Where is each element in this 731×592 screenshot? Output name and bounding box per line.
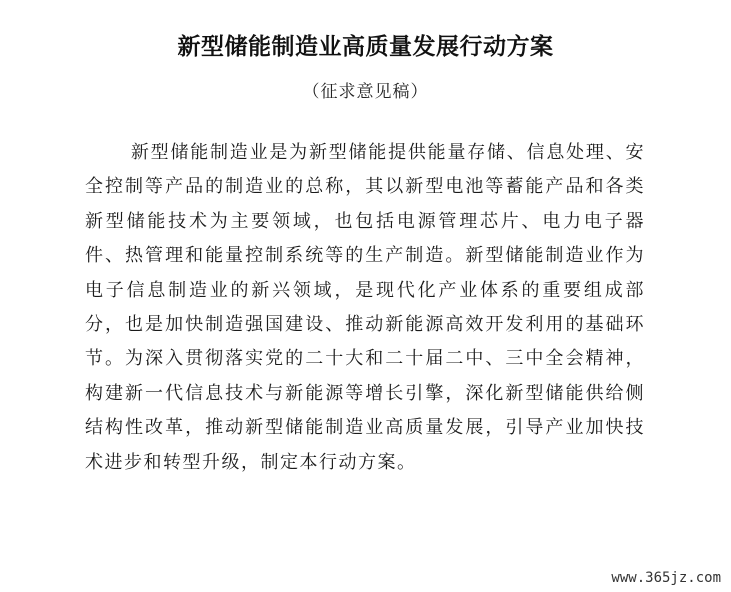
document-title: 新型储能制造业高质量发展行动方案 (177, 34, 554, 60)
site-watermark: www.365jz.com (611, 570, 721, 586)
document-subtitle: （征求意见稿） (302, 82, 429, 102)
document-body-paragraph: 新型储能制造业是为新型储能提供能量存储、信息处理、安全控制等产品的制造业的总称，其以新型电池等蓄能产品和各类新型储能技术为主要领域，也包括电源管理芯片、电力电子器件、热管理和能量控制系统等的生产制造。新型储能制造业作为电子信息制造业的新兴领域，是现代化产业体系的重要组成部分，也是加快制造强国建设、推动新能源高效开发利用的基础环节。为深入贯彻落实党的二十大和二十届二中、三中全会精神，构建新一代信息技术与新能源等增长引擎，深化新型储能供给侧结构性改革，推动新型储能制造业高质量发展，引导产业加快技术进步和转型升级，制定本行动方案。 (85, 142, 645, 473)
